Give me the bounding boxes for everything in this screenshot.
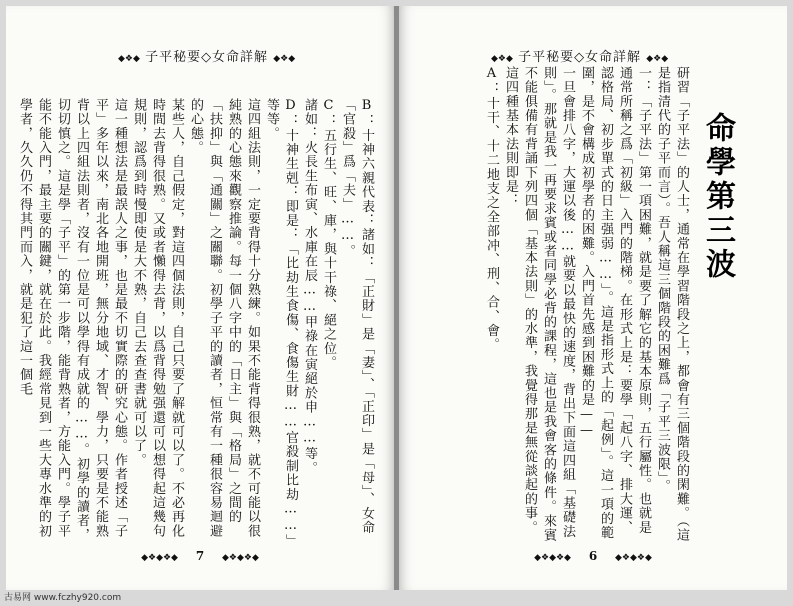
ornament-right: ◆❖◆ <box>273 54 296 64</box>
running-header <box>491 46 668 65</box>
book-spread <box>6 6 787 590</box>
paragraph: C：五行生、旺、庫，與十干祿、絕之位。 <box>321 98 336 370</box>
ornament-left: ◆❖◆ <box>491 54 513 64</box>
paragraph: 這一種想法是最誤人之事，也是最不切實際的研究心態。作者授述「子平」多年以來，南北各地開班，無分地域、才智、學力，只要是不能熟背以上四組法則者，沒有一位是可以學得有成就的……。初學的讀者，切切慎之。這是學「子平」的第一步階，能背熟者，方能入門。學子平能不能入門，最主要的關鍵，就在於此。我經常見到一些大專水準的初學者，久久仍不得其門而入，就是犯了這一個毛 <box>17 98 127 543</box>
footer-ornament-left: ◆❖◆❖◆ <box>534 553 571 563</box>
paragraph: 這四組法則，一定要背得十分熟練。如果不能背得很熟，就不可能以很純熟的心態來觀察推論。每一個八字中的「日主」與「格局」之間的「扶抑」與「通關」之關聯。初學子平的讀者，恒常有一種很容易迴避的心態。 <box>188 98 260 539</box>
paragraph: A：十干、十二地支之全部冲、刑、合、會。 <box>484 66 499 352</box>
paragraph: 一旦會排八字，大運以後……就要以最快的速度，背出下面這四組「基礎法則」。那就是我一再要求賓或者同學必背的課程，這也是我會客的條件。來賓不能俱備有背誦下列四個「基本法則」的水準，我覺得那是無從談起的事。 <box>522 66 575 543</box>
paragraph: B：十神六親代表：諸如：「正財」是「妻」、「正印」是「母」、女命「官殺」爲「夫」……。 <box>340 98 374 535</box>
footer-ornament-right: ◆❖◆❖◆ <box>615 553 652 563</box>
chapter-title: 命學第三波 <box>700 112 735 282</box>
page-number: 7 <box>195 549 205 563</box>
page-number: 6 <box>588 549 598 563</box>
paragraph: D：十神生剋：即是：「比劫生食傷、食傷生財……官殺制比劫……」等等。 <box>264 98 298 542</box>
ornament-right: ◆❖◆ <box>646 54 669 64</box>
page-footer <box>6 549 394 563</box>
paragraph: 這四種基本法則即是： <box>503 66 518 208</box>
paragraph: 諸如：火長生布寅、水庫在辰……甲祿在寅絕於申……等。 <box>302 98 317 476</box>
left-page-body <box>15 98 376 548</box>
ornament-left: ◆❖◆ <box>118 54 140 64</box>
header-text: 子平秘要◇女命詳解 <box>518 50 642 65</box>
running-header <box>118 46 295 65</box>
right-page <box>399 6 787 590</box>
paragraph: 一：「子平法」第一項困難，就是要了解它的基本原則，五行屬性。也就是通常所稱之爲「初級」入門的階梯。在形式上是：要學「起八字、排大運、認格局、初步單式的日主强弱……」。這是指形式上的「起例」。這一項的範圍，是不會構成初學者的困難。入門首先感到困難的是—— <box>579 66 651 540</box>
right-page-body <box>482 66 691 546</box>
paragraph: 某些人，自己假定，對這四個法則，自己只要了解就可以了。不必再化時間去背得很熟。又或者懶得去背，以爲背得勉强還可以想得起這幾句規則，認爲到時慢即使是大不熟，自己去查查書就可以了。 <box>131 98 184 539</box>
paragraph: 研習「子平法」的人士，通常在學習階段之上，都會有三個階段的閑難。（這是指清代的子平而言）。吾人稱這三個階段的困難爲「子平三波限」。 <box>655 66 689 543</box>
left-page <box>6 6 395 590</box>
footer-ornament-left: ◆❖◆❖◆ <box>141 553 178 563</box>
footer-ornament-right: ◆❖◆❖◆ <box>222 553 259 563</box>
site-watermark: 古易网 www.fczhy920.com <box>4 593 122 603</box>
page-footer <box>399 549 787 563</box>
header-text: 子平秘要◇女命詳解 <box>145 50 269 65</box>
